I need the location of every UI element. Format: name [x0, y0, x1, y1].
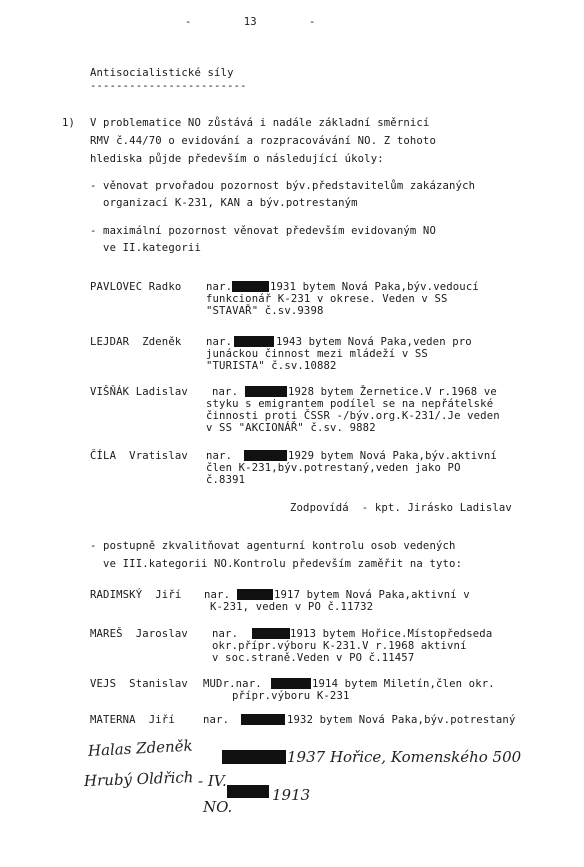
- redaction-bar: [227, 785, 269, 798]
- person-detail-line: funkcionář K-231 v okrese. Veden v SS: [206, 293, 448, 305]
- person-name: ČÍLA Vratislav: [90, 450, 188, 462]
- person-name: VEJS Stanislav: [90, 678, 188, 690]
- person-detail: 1943 bytem Nová Paka,veden pro: [276, 336, 472, 348]
- task3-line-1: - postupně zkvalitňovat agenturní kontrolu osob vedených: [90, 540, 456, 552]
- person-detail-line: člen K-231,býv.potrestaný,veden jako PO: [206, 462, 461, 474]
- person-detail: 1913 bytem Hořice.Místopředseda: [290, 628, 493, 640]
- person-detail-line: činnosti proti ČSSR -/býv.org.K-231/.Je veden: [206, 410, 500, 422]
- person-nar: nar.: [206, 281, 233, 293]
- page-number: - 13 -: [185, 16, 316, 28]
- redaction-bar: [245, 386, 287, 397]
- section-number: 1): [62, 117, 76, 129]
- heading-underline: ------------------------: [90, 80, 247, 92]
- redaction-bar: [237, 589, 273, 600]
- intro-line-1: V problematice NO zůstává i nadále základní směrnicí: [90, 117, 430, 129]
- person-name: MAREŠ Jaroslav: [90, 628, 188, 640]
- person-detail-line: č.8391: [206, 474, 246, 486]
- redaction-bar: [271, 678, 311, 689]
- person-nar: nar.: [203, 714, 230, 726]
- task-line-3: - maximální pozornost věnovat především evidovaným NO: [90, 225, 436, 237]
- redaction-bar: [241, 714, 285, 725]
- person-detail-line: "TURISTA" č.sv.10882: [206, 360, 337, 372]
- person-nar: nar.: [206, 336, 233, 348]
- intro-line-2: RMV č.44/70 o evidování a rozpracovávání NO. Z tohoto: [90, 135, 436, 147]
- person-detail-line: přípr.výboru K-231: [232, 690, 350, 702]
- section-heading: Antisocialistické síly: [90, 67, 234, 79]
- person-name: VIŠŇÁK Ladislav: [90, 386, 188, 398]
- person-detail: 1914 bytem Miletín,člen okr.: [312, 678, 495, 690]
- person-detail-line: "STAVAŘ" č.sv.9398: [206, 305, 324, 317]
- person-detail: 1928 bytem Žernetice.V r.1968 ve: [288, 386, 497, 398]
- task-line-1: - věnovat prvořadou pozornost býv.představitelům zakázaných: [90, 180, 476, 192]
- person-detail: 1932 bytem Nová Paka,býv.potrestaný: [287, 714, 516, 726]
- handwritten-no: NO.: [203, 798, 233, 816]
- person-name: PAVLOVEC Radko: [90, 281, 182, 293]
- redaction-bar: [222, 750, 286, 764]
- handwritten-note-1: 1937 Hořice, Komenského 500: [287, 748, 522, 766]
- person-detail: 1931 bytem Nová Paka,býv.vedoucí: [270, 281, 479, 293]
- intro-line-3: hlediska půjde především o následující úkoly:: [90, 153, 384, 165]
- task3-line-2: ve III.kategorii NO.Kontrolu především zaměřit na tyto:: [90, 558, 463, 570]
- person-detail-line: okr.přípr.výboru K-231.V r.1968 aktivní: [212, 640, 467, 652]
- person-nar: MUDr.nar.: [203, 678, 262, 690]
- person-detail-line: junáckou činnost mezi mládeží v SS: [206, 348, 428, 360]
- handwritten-name-2: Hrubý Oldřich: [83, 768, 194, 790]
- redaction-bar: [232, 281, 269, 292]
- person-detail-line: styku s emigrantem podílel se na nepřátelské: [206, 398, 494, 410]
- person-detail-line: K-231, veden v PO č.11732: [210, 601, 374, 613]
- person-detail: 1929 bytem Nová Paka,býv.aktivní: [288, 450, 497, 462]
- person-nar: nar.: [204, 589, 231, 601]
- task-line-4: ve II.kategorii: [90, 242, 201, 254]
- person-nar: nar.: [206, 450, 233, 462]
- handwritten-name-1: Halas Zdeněk: [87, 736, 194, 760]
- person-nar: nar.: [212, 386, 239, 398]
- person-detail-line: v soc.straně.Veden v PO č.11457: [212, 652, 415, 664]
- handwritten-mark-2: - IV.: [198, 772, 227, 790]
- person-name: MATERNA Jiří: [90, 714, 175, 726]
- redaction-bar: [234, 336, 274, 347]
- person-nar: nar.: [212, 628, 239, 640]
- responsible-line: Zodpovídá - kpt. Jirásko Ladislav: [290, 502, 512, 514]
- redaction-bar: [252, 628, 290, 639]
- person-name: RADIMSKÝ Jiří: [90, 589, 182, 601]
- person-name: LEJDAR Zdeněk: [90, 336, 182, 348]
- task-line-2: organizací K-231, KAN a býv.potrestaným: [90, 197, 358, 209]
- handwritten-year-2: 1913: [272, 786, 311, 804]
- person-detail: 1917 bytem Nová Paka,aktivní v: [274, 589, 470, 601]
- redaction-bar: [244, 450, 287, 461]
- person-detail-line: v SS "AKCIONÁŘ" č.sv. 9882: [206, 422, 376, 434]
